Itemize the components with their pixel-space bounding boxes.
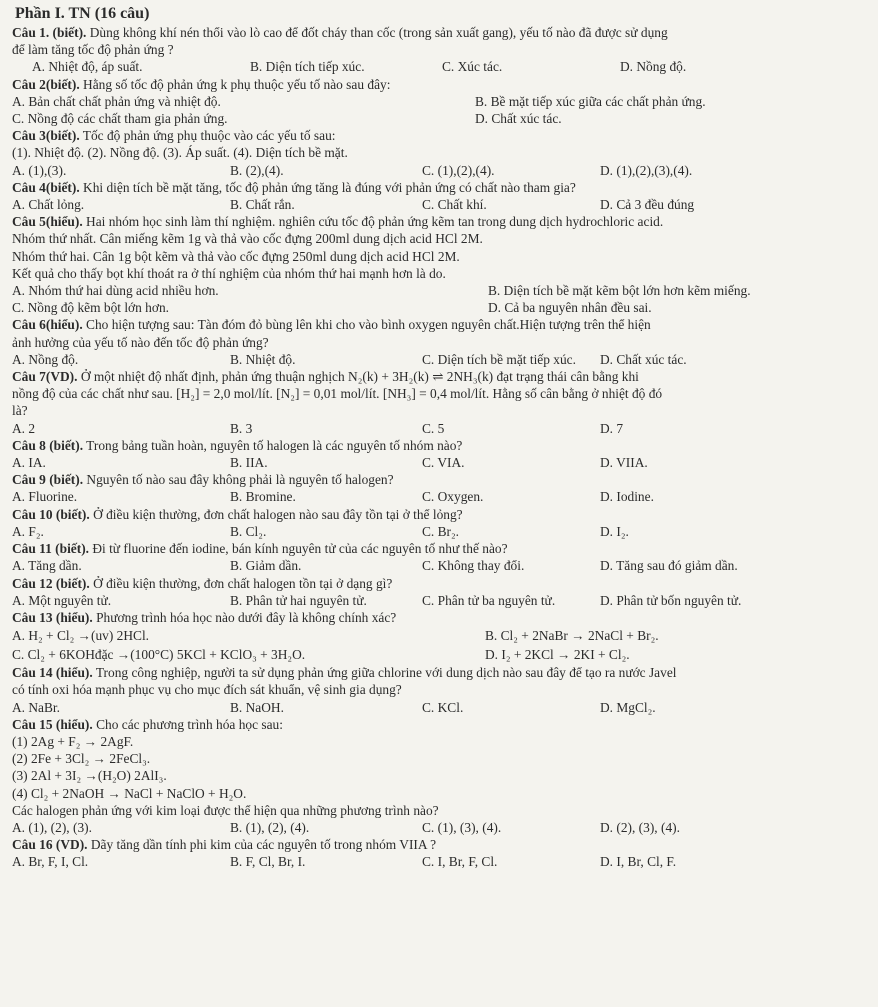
answer-option-d[interactable]: D. (1),(2),(3),(4). xyxy=(600,162,693,178)
answer-options xyxy=(12,454,866,471)
answer-option-c[interactable]: C. Xúc tác. xyxy=(442,59,503,75)
question-stem xyxy=(12,127,866,144)
question-stem xyxy=(12,716,866,733)
question-text-line xyxy=(12,767,866,784)
answer-option-a[interactable]: A. Nhiệt độ, áp suất. xyxy=(32,59,143,75)
answer-option-b[interactable]: B. Diện tích bề mặt kẽm bột lớn hơn kẽm miếng. xyxy=(488,283,751,299)
answer-options xyxy=(12,196,866,213)
answer-option-c[interactable]: C. 5 xyxy=(422,420,445,436)
question-stem xyxy=(12,368,866,385)
answer-option-a[interactable]: A. Tăng dần. xyxy=(12,558,82,574)
question-stem xyxy=(12,506,866,523)
question-7 xyxy=(12,368,866,437)
answer-option-c[interactable]: C. Nồng độ kẽm bột lớn hơn. xyxy=(12,300,169,316)
question-3 xyxy=(12,127,866,179)
answer-option-c[interactable]: C. Diện tích bề mặt tiếp xúc. xyxy=(422,351,576,367)
answer-option-a[interactable]: A. NaBr. xyxy=(12,699,60,715)
question-text-line xyxy=(12,681,866,698)
answer-option-c[interactable]: C. (1), (3), (4). xyxy=(422,819,502,835)
question-label: Câu 10 (biết). xyxy=(12,506,90,522)
section-title: Phần I. TN (16 câu) xyxy=(15,5,150,22)
answer-option-a[interactable]: A. F₂. xyxy=(12,523,44,539)
answer-option-d[interactable]: D. I, Br, Cl, F. xyxy=(600,854,677,870)
question-text: là? xyxy=(12,403,28,419)
answer-options xyxy=(12,351,866,368)
equation-option-c[interactable]: C. Cl₂ + 6KOHđặc →(100°C) 5KCl + KClO₃ + 3H₂O. xyxy=(12,647,306,663)
question-text-line xyxy=(12,733,866,750)
answer-options xyxy=(12,699,866,716)
answer-options xyxy=(12,58,866,75)
answer-options xyxy=(12,299,866,316)
answer-option-c[interactable]: C. Br₂. xyxy=(422,523,460,539)
question-15 xyxy=(12,716,866,836)
answer-option-c[interactable]: C. Phân tử ba nguyên tử. xyxy=(422,592,556,608)
answer-option-b[interactable]: B. Nhiệt độ. xyxy=(230,351,296,367)
question-label: Câu 15 (hiểu). xyxy=(12,716,93,732)
answer-option-d[interactable]: D. Chất xúc tác. xyxy=(475,111,562,127)
question-6 xyxy=(12,316,866,368)
question-stem xyxy=(12,24,866,41)
answer-option-d[interactable]: D. Tăng sau đó giảm dần. xyxy=(600,558,738,574)
question-text: để làm tăng tốc độ phản ứng ? xyxy=(12,42,174,58)
answer-option-c[interactable]: C. Không thay đổi. xyxy=(422,558,525,574)
question-text: Tốc độ phản ứng phụ thuộc vào các yếu tố sau: xyxy=(79,128,336,144)
question-stem xyxy=(12,76,866,93)
answer-option-a[interactable]: A. IA. xyxy=(12,455,46,471)
question-text: Ở điều kiện thường, đơn chất halogen tồn tại ở dạng gì? xyxy=(89,575,393,591)
answer-option-d[interactable]: D. I₂. xyxy=(600,523,629,539)
question-14 xyxy=(12,664,866,716)
answer-option-c[interactable]: C. Nồng độ các chất tham gia phản ứng. xyxy=(12,111,228,127)
question-text: Nhóm thứ nhất. Cân miếng kẽm 1g và thả vào cốc đựng 200ml dung dịch acid HCl 2M. xyxy=(12,231,483,247)
equation-option-a[interactable]: A. H₂ + Cl₂ →(uv) 2HCl. xyxy=(12,628,150,644)
question-text-line xyxy=(12,750,866,767)
answer-option-b[interactable]: B. (2),(4). xyxy=(230,162,284,178)
answer-option-b[interactable]: B. 3 xyxy=(230,420,253,436)
question-text-line xyxy=(12,785,866,802)
question-label: Câu 5(hiểu). xyxy=(12,214,83,230)
answer-option-d[interactable]: D. Nồng độ. xyxy=(620,59,687,75)
equation-options xyxy=(12,626,866,645)
question-16 xyxy=(12,836,866,870)
answer-option-a[interactable]: A. Nhóm thứ hai dùng acid nhiều hơn. xyxy=(12,283,219,299)
question-13 xyxy=(12,609,866,664)
answer-options xyxy=(12,282,866,299)
answer-option-a[interactable]: A. Br, F, I, Cl. xyxy=(12,854,89,870)
answer-option-b[interactable]: B. F, Cl, Br, I. xyxy=(230,854,306,870)
answer-options xyxy=(12,162,866,179)
question-stem xyxy=(12,179,866,196)
answer-option-a[interactable]: A. Nồng độ. xyxy=(12,351,79,367)
question-stem xyxy=(12,437,866,454)
answer-option-d[interactable]: D. MgCl₂. xyxy=(600,699,656,715)
answer-options xyxy=(12,853,866,870)
equation-option-b[interactable]: B. Cl₂ + 2NaBr → 2NaCl + Br₂. xyxy=(485,628,659,644)
question-1 xyxy=(12,24,866,76)
question-text: (2) 2Fe + 3Cl₂ → 2FeCl₃. xyxy=(12,751,151,767)
question-text: Cho hiện tượng sau: Tàn đóm đỏ bùng lên khi cho vào bình oxygen nguyên chất.Hiện tượng trên thể hiện xyxy=(82,317,651,333)
answer-option-d[interactable]: D. Cả ba nguyên nhân đều sai. xyxy=(488,300,652,316)
answer-option-a[interactable]: A. Bản chất chất phản ứng và nhiệt độ. xyxy=(12,93,221,109)
question-text: Ở điều kiện thường, đơn chất halogen nào sau đây tồn tại ở thể lỏng? xyxy=(89,506,463,522)
question-8 xyxy=(12,437,866,471)
question-text: Phương trình hóa học nào dưới đây là không chính xác? xyxy=(92,609,397,625)
equation-option-d[interactable]: D. I₂ + 2KCl → 2KI + Cl₂. xyxy=(485,647,630,663)
question-5 xyxy=(12,213,866,316)
answer-option-a[interactable]: A. (1),(3). xyxy=(12,162,67,178)
question-stem xyxy=(12,609,866,626)
answer-option-b[interactable]: B. Giảm dần. xyxy=(230,558,302,574)
question-label: Câu 16 (VD). xyxy=(12,837,88,853)
answer-options xyxy=(12,592,866,609)
question-label: Câu 3(biết). xyxy=(12,128,80,144)
question-stem xyxy=(12,836,866,853)
answer-option-c[interactable]: C. KCl. xyxy=(422,699,464,715)
question-text-line xyxy=(12,41,866,58)
question-text-line xyxy=(12,265,866,282)
answer-option-b[interactable]: B. Chất rắn. xyxy=(230,197,295,213)
answer-option-c[interactable]: C. VIA. xyxy=(422,455,465,471)
question-label: Câu 7(VD). xyxy=(12,369,78,385)
answer-option-d[interactable]: D. 7 xyxy=(600,420,624,436)
question-text: Các halogen phản ứng với kim loại được thể hiện qua những phương trình nào? xyxy=(12,802,439,818)
question-2 xyxy=(12,76,866,128)
answer-options xyxy=(12,523,866,540)
question-label: Câu 4(biết). xyxy=(12,179,80,195)
equation-options xyxy=(12,645,866,664)
question-label: Câu 11 (biết). xyxy=(12,541,89,557)
question-text: (4) Cl₂ + 2NaOH → NaCl + NaClO + H₂O. xyxy=(12,785,247,801)
question-text: nồng độ của các chất như sau. [H₂] = 2,0 mol/lít. [N₂] = 0,01 mol/lít. [NH₃] = 0,4 mol/lít. Hằng số cân bằng ở nhiệt độ đó xyxy=(12,386,663,402)
question-9 xyxy=(12,471,866,505)
question-text: Dùng không khí nén thổi vào lò cao để đốt cháy than cốc (trong sản xuất gang), yếu tố nào đã được sử dụng xyxy=(86,25,668,40)
question-text: Trong bảng tuần hoàn, nguyên tố halogen là các nguyên tố nhóm nào? xyxy=(83,437,463,453)
question-text-line xyxy=(12,802,866,819)
question-text: Nguyên tố nào sau đây không phải là nguyên tố halogen? xyxy=(83,472,394,488)
question-text: ảnh hưởng của yếu tố nào đến tốc độ phản ứng? xyxy=(12,334,269,350)
question-stem xyxy=(12,664,866,681)
answer-option-a[interactable]: A. 2 xyxy=(12,420,36,436)
question-stem xyxy=(12,540,866,557)
answer-options xyxy=(12,93,866,110)
answer-option-b[interactable]: B. (1), (2), (4). xyxy=(230,819,310,835)
question-text: Khi diện tích bề mặt tăng, tốc độ phản ứng tăng là đúng với phản ứng có chất nào tham gia? xyxy=(79,179,576,195)
answer-option-b[interactable]: B. IIA. xyxy=(230,455,268,471)
question-label: Câu 8 (biết). xyxy=(12,437,84,453)
question-text-line xyxy=(12,402,866,419)
answer-option-b[interactable]: B. Bromine. xyxy=(230,489,296,505)
answer-option-c[interactable]: C. Oxygen. xyxy=(422,489,484,505)
question-text-line xyxy=(12,230,866,247)
answer-option-a[interactable]: A. Một nguyên tử. xyxy=(12,592,112,608)
answer-option-a[interactable]: A. Fluorine. xyxy=(12,489,78,505)
answer-option-d[interactable]: D. (2), (3), (4). xyxy=(600,819,680,835)
answer-option-b[interactable]: B. Bề mặt tiếp xúc giữa các chất phản ứng. xyxy=(475,93,706,109)
question-text: Trong công nghiệp, người ta sử dụng phản ứng giữa chlorine với dung dịch nào sau đây để tạo ra nước Javel xyxy=(92,665,677,681)
question-text: Hai nhóm học sinh làm thí nghiệm. nghiên cứu tốc độ phản ứng kẽm tan trong dung dịch hydrochloric acid. xyxy=(82,214,664,230)
answer-options xyxy=(12,557,866,574)
question-label: Câu 14 (hiểu). xyxy=(12,665,93,681)
question-label: Câu 1. (biết). xyxy=(12,25,87,40)
answer-options xyxy=(12,110,866,127)
question-text: Ở một nhiệt độ nhất định, phản ứng thuận nghịch N₂(k) + 3H₂(k) ⇌ 2NH₃(k) đạt trạng thái cân bằng khi xyxy=(77,369,639,385)
question-text: Đi từ fluorine đến iodine, bán kính nguyên tử của các nguyên tố như thế nào? xyxy=(89,541,508,557)
question-text-line xyxy=(12,144,866,161)
answer-option-d[interactable]: D. Phân tử bốn nguyên tử. xyxy=(600,592,742,608)
answer-option-d[interactable]: D. VIIA. xyxy=(600,455,648,471)
answer-option-d[interactable]: D. Iodine. xyxy=(600,489,654,505)
question-11 xyxy=(12,540,866,574)
question-text: có tính oxi hóa mạnh phục vụ cho mục đích sát khuẩn, vệ sinh gia dụng? xyxy=(12,682,402,698)
answer-options xyxy=(12,819,866,836)
question-text: (3) 2Al + 3I₂ →(H₂O) 2AlI₃. xyxy=(12,768,167,784)
answer-option-b[interactable]: B. Cl₂. xyxy=(230,523,267,539)
question-10 xyxy=(12,506,866,540)
question-label: Câu 12 (biết). xyxy=(12,575,90,591)
question-stem xyxy=(12,471,866,488)
answer-option-b[interactable]: B. NaOH. xyxy=(230,699,284,715)
question-12 xyxy=(12,575,866,609)
question-stem xyxy=(12,575,866,592)
question-label: Câu 9 (biết). xyxy=(12,472,84,488)
question-text: Nhóm thứ hai. Cân 1g bột kẽm và thả vào cốc đựng 250ml dung dịch acid HCl 2M. xyxy=(12,248,460,264)
question-text-line xyxy=(12,334,866,351)
answer-options xyxy=(12,488,866,505)
question-text: (1). Nhiệt độ. (2). Nồng độ. (3). Áp suất. (4). Diện tích bề mặt. xyxy=(12,145,348,161)
answer-option-c[interactable]: C. Chất khí. xyxy=(422,197,487,213)
answer-options xyxy=(12,420,866,437)
question-label: Câu 2(biết). xyxy=(12,76,80,92)
question-text-line xyxy=(12,248,866,265)
question-4 xyxy=(12,179,866,213)
answer-option-d[interactable]: D. Chất xúc tác. xyxy=(600,351,687,367)
answer-option-c[interactable]: C. (1),(2),(4). xyxy=(422,162,495,178)
answer-option-a[interactable]: A. (1), (2), (3). xyxy=(12,819,92,835)
answer-option-d[interactable]: D. Cả 3 đều đúng xyxy=(600,197,695,213)
answer-option-b[interactable]: B. Diện tích tiếp xúc. xyxy=(250,59,365,75)
question-text-line xyxy=(12,385,866,402)
question-stem xyxy=(12,213,866,230)
answer-option-a[interactable]: A. Chất lỏng. xyxy=(12,197,85,213)
question-label: Câu 13 (hiểu). xyxy=(12,609,93,625)
question-text: Cho các phương trình hóa học sau: xyxy=(92,716,283,732)
question-text: Dãy tăng dần tính phi kim của các nguyên tố trong nhóm VIIA ? xyxy=(87,837,437,853)
question-text: Kết quả cho thấy bọt khí thoát ra ở thí nghiệm của nhóm thứ hai mạnh hơn là do. xyxy=(12,265,446,281)
question-stem xyxy=(12,316,866,333)
question-text: (1) 2Ag + F₂ → 2AgF. xyxy=(12,733,134,749)
answer-option-c[interactable]: C. I, Br, F, Cl. xyxy=(422,854,498,870)
answer-option-b[interactable]: B. Phân tử hai nguyên tử. xyxy=(230,592,367,608)
question-label: Câu 6(hiểu). xyxy=(12,317,83,333)
question-list xyxy=(12,24,866,871)
question-text: Hằng số tốc độ phản ứng k phụ thuộc yếu tố nào sau đây: xyxy=(79,76,391,92)
